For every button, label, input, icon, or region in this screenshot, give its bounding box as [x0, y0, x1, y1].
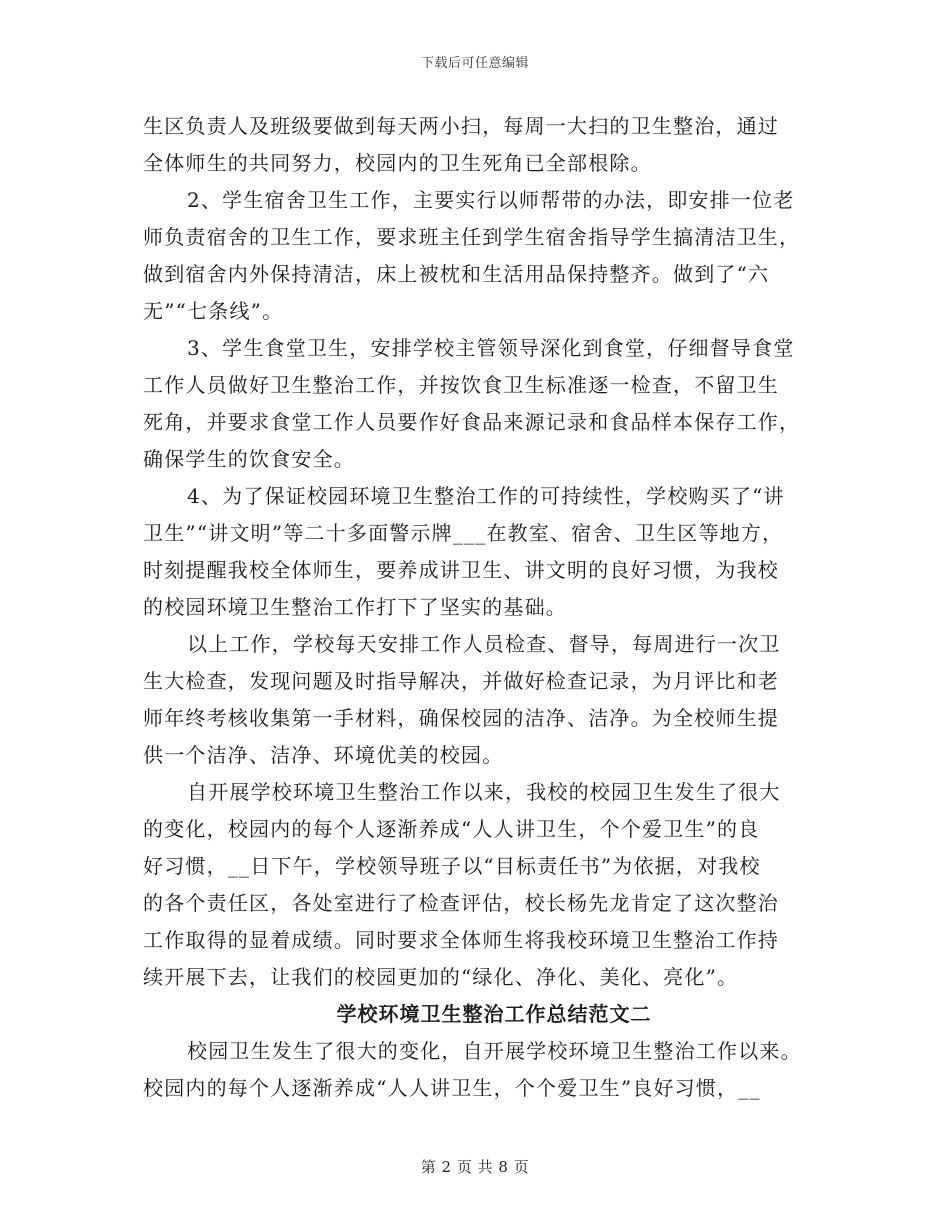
- paragraph-line: 生区负责人及班级要做到每天两小扫，每周一大扫的卫生整治，通过: [143, 114, 779, 138]
- paragraph-line: 全体师生的共同努力，校园内的卫生死角已全部根除。: [143, 151, 652, 175]
- paragraph-line: 3、学生食堂卫生，安排学校主管领导深化到食堂，仔细督导食堂: [187, 336, 795, 360]
- paragraph-line: 工作人员做好卫生整治工作，并按饮食卫生标准逐一检查，不留卫生: [143, 373, 779, 397]
- page-number: 第 2 页 共 8 页: [420, 1158, 530, 1176]
- paragraph-line: 的校园环境卫生整治工作打下了坚实的基础。: [143, 595, 567, 619]
- paragraph-line: 生大检查，发现问题及时指导解决，并做好检查记录，为月评比和老: [143, 669, 779, 693]
- document-body: [143, 108, 815, 1107]
- paragraph-line: 续开展下去，让我们的校园更加的“绿化、净化、美化、亮化”。: [143, 965, 739, 989]
- paragraph-line: 的各个责任区，各处室进行了检查评估，校长杨先龙肯定了这次整治: [143, 891, 779, 915]
- paragraph-line: 确保学生的饮食安全。: [143, 447, 355, 471]
- paragraph-line: 校园内的每个人逐渐养成“人人讲卫生，个个爱卫生”良好习惯，__: [143, 1076, 761, 1100]
- paragraph-line: 无”“七条线”。: [143, 299, 284, 323]
- paragraph-line: 以上工作，学校每天安排工作人员检查、督导，每周进行一次卫: [187, 632, 781, 656]
- paragraph-line: 师负责宿舍的卫生工作，要求班主任到学生宿舍指导学生搞清洁卫生，: [143, 225, 801, 249]
- paragraph-line: 的变化，校园内的每个人逐渐养成“人人讲卫生，个个爱卫生”的良: [143, 817, 760, 841]
- paragraph-line: 做到宿舍内外保持清洁，床上被枕和生活用品保持整齐。做到了“六: [143, 262, 770, 286]
- paragraph-line: 时刻提醒我校全体师生，要养成讲卫生、讲文明的良好习惯，为我校: [143, 558, 779, 582]
- paragraph-line: 4、为了保证校园环境卫生整治工作的可持续性，学校购买了“讲: [187, 484, 785, 508]
- page-header-note: 下载后可任意编辑: [420, 56, 529, 71]
- paragraph-line: 2、学生宿舍卫生工作，主要实行以师帮带的办法，即安排一位老: [187, 188, 795, 212]
- paragraph-line: 师年终考核收集第一手材料，确保校园的洁净、洁净。为全校师生提: [143, 706, 779, 730]
- paragraph-line: 供一个洁净、洁净、环境优美的校园。: [143, 743, 504, 767]
- paragraph-line: 卫生”“讲文明”等二十多面警示牌___在教室、宿舍、卫生区等地方，: [143, 521, 784, 545]
- paragraph-line: 工作取得的显着成绩。同时要求全体师生将我校环境卫生整治工作持: [143, 928, 779, 952]
- paragraph-line: 好习惯，__日下午，学校领导班子以“目标责任书”为依据，对我校: [143, 854, 761, 878]
- paragraph-line: 死角，并要求食堂工作人员要作好食品来源记录和食品样本保存工作，: [143, 410, 801, 434]
- paragraph-line: 自开展学校环境卫生整治工作以来，我校的校园卫生发生了很大: [187, 780, 781, 804]
- paragraph-line: 校园卫生发生了很大的变化，自开展学校环境卫生整治工作以来。: [187, 1039, 802, 1063]
- section-heading: 学校环境卫生整治工作总结范文二: [336, 1002, 652, 1026]
